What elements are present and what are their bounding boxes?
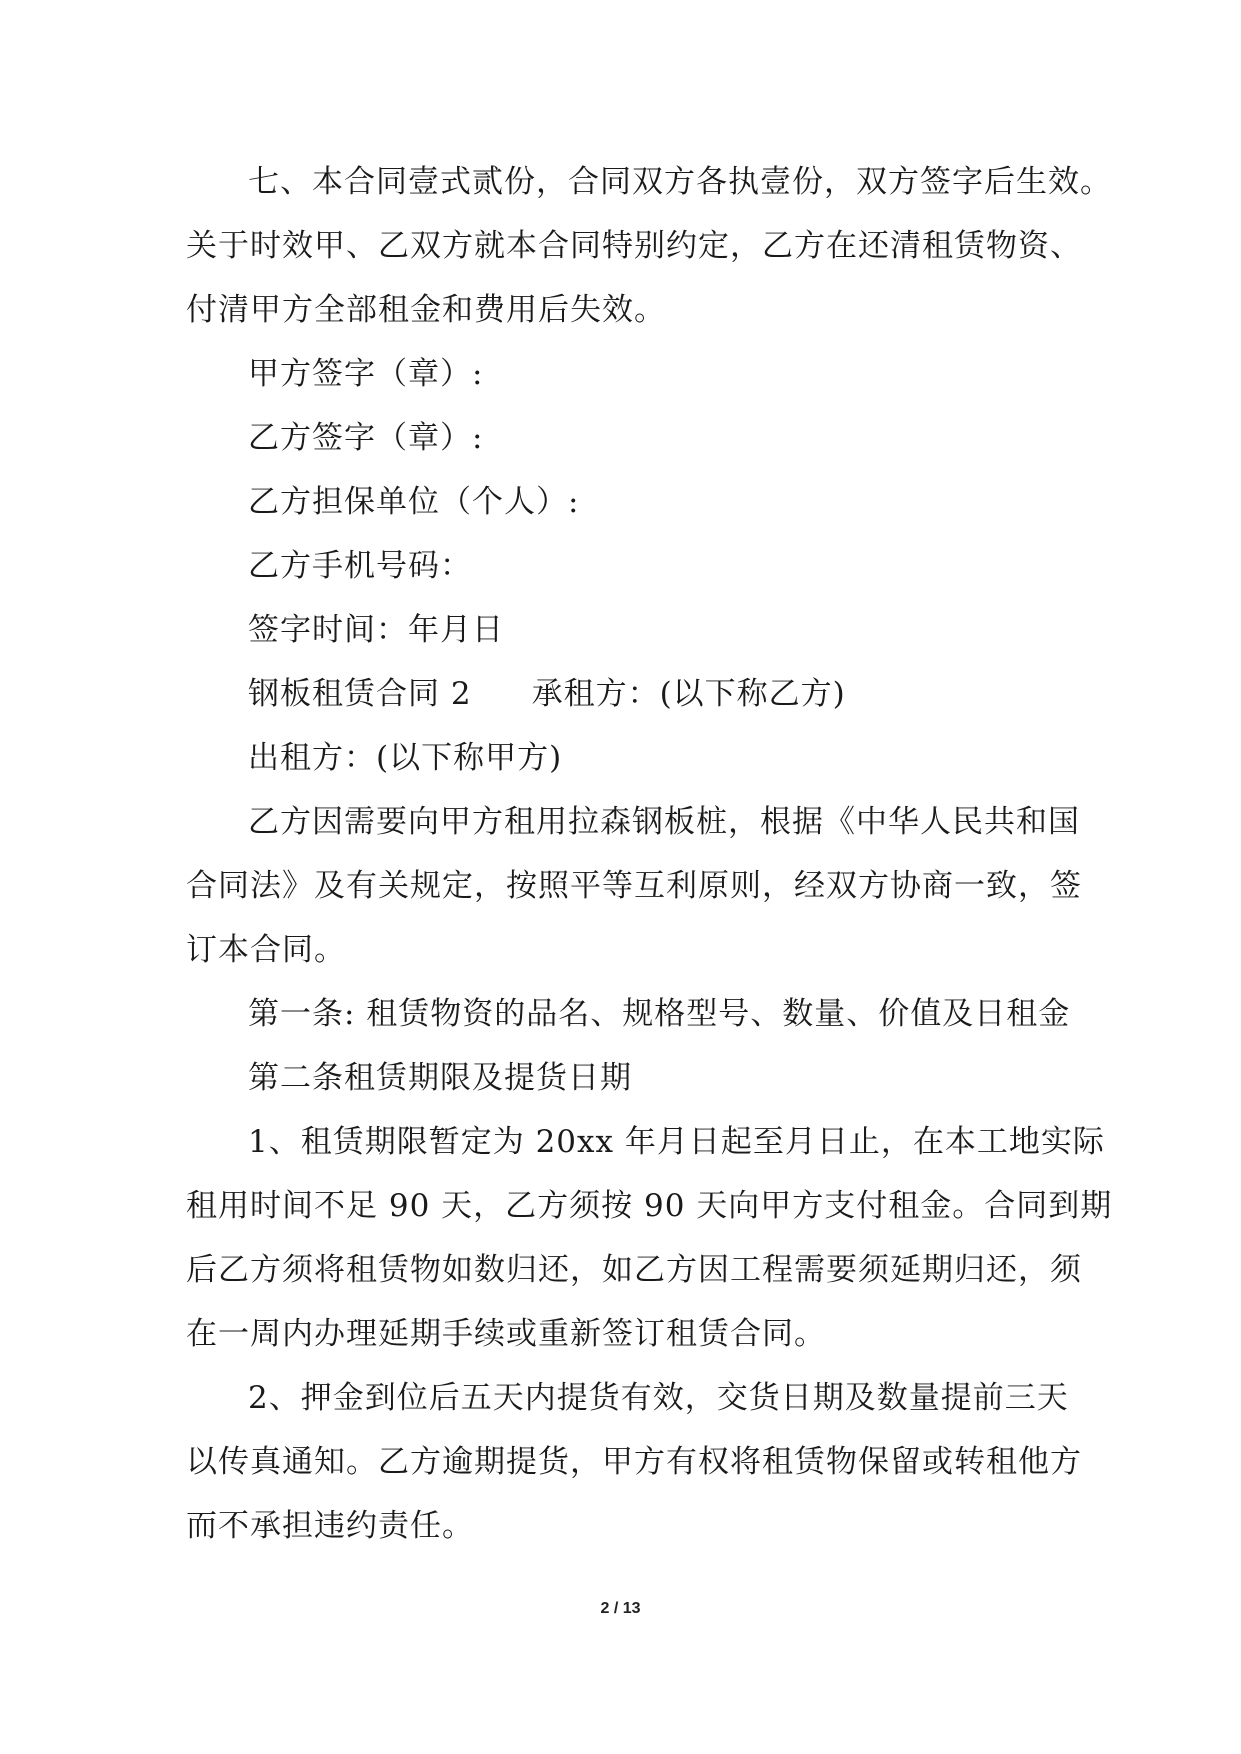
item-2-line-2: 以传真通知。乙方逾期提货，甲方有权将租赁物保留或转租他方 xyxy=(186,1444,1082,1480)
party-b-phone-line xyxy=(186,534,1086,598)
item-1-line-3: 后乙方须将租赁物如数归还，如乙方因工程需要须延期归还，须 xyxy=(186,1252,1082,1288)
article-1-line xyxy=(186,982,1086,1046)
intro-line-1: 乙方因需要向甲方租用拉森钢板桩，根据《中华人民共和国 xyxy=(248,804,1080,840)
sign-date-label: 签字时间：年月日 xyxy=(248,612,504,648)
lessee-label: 承租方：(以下称乙方) xyxy=(531,676,846,712)
lessor-line xyxy=(186,726,1086,790)
intro-line-3: 订本合同。 xyxy=(186,932,346,968)
page-number: 2 / 13 xyxy=(600,1600,641,1617)
party-b-signature-label: 乙方签字（章）: xyxy=(248,420,484,456)
contract-2-title: 钢板租赁合同 2 xyxy=(248,676,472,712)
intro-paragraph xyxy=(186,790,1086,982)
party-b-signature-line xyxy=(186,406,1086,470)
party-a-signature-label: 甲方签字（章）: xyxy=(248,356,484,392)
item-1-line-1: 1、租赁期限暂定为 20xx 年月日起至月日止，在本工地实际 xyxy=(248,1124,1105,1160)
contract-2-heading-row xyxy=(186,662,1086,726)
clause-7-line-2: 关于时效甲、乙双方就本合同特别约定，乙方在还清租赁物资、 xyxy=(186,228,1082,264)
lessor-label: 出租方：(以下称甲方) xyxy=(248,740,563,776)
item-1-paragraph xyxy=(186,1110,1113,1366)
party-a-signature-line xyxy=(186,342,1086,406)
article-2-line xyxy=(186,1046,1086,1110)
item-1-line-4: 在一周内办理延期手续或重新签订租赁合同。 xyxy=(186,1316,826,1352)
item-2-line-1: 2、押金到位后五天内提货有效，交货日期及数量提前三天 xyxy=(248,1380,1069,1416)
sign-date-line xyxy=(186,598,1086,662)
intro-line-2: 合同法》及有关规定，按照平等互利原则，经双方协商一致，签 xyxy=(186,868,1082,904)
item-1-line-2: 租用时间不足 90 天，乙方须按 90 天向甲方支付租金。合同到期 xyxy=(186,1188,1113,1224)
article-2-heading: 第二条租赁期限及提货日期 xyxy=(248,1060,632,1096)
article-1-heading: 第一条: 租赁物资的品名、规格型号、数量、价值及日租金 xyxy=(248,996,1071,1032)
item-2-paragraph xyxy=(186,1366,1086,1558)
clause-7-paragraph xyxy=(186,150,1112,342)
clause-7-line-1: 七、本合同壹式贰份，合同双方各执壹份，双方签字后生效。 xyxy=(248,164,1112,200)
contract-2-heading-line xyxy=(186,662,1086,726)
item-2-line-3: 而不承担违约责任。 xyxy=(186,1508,474,1544)
clause-7-line-3: 付清甲方全部租金和费用后失效。 xyxy=(186,292,666,328)
document-body xyxy=(186,150,1113,1558)
party-b-guarantor-line xyxy=(186,470,1086,534)
party-b-phone-label: 乙方手机号码： xyxy=(248,548,472,584)
party-b-guarantor-label: 乙方担保单位（个人）: xyxy=(248,484,580,520)
